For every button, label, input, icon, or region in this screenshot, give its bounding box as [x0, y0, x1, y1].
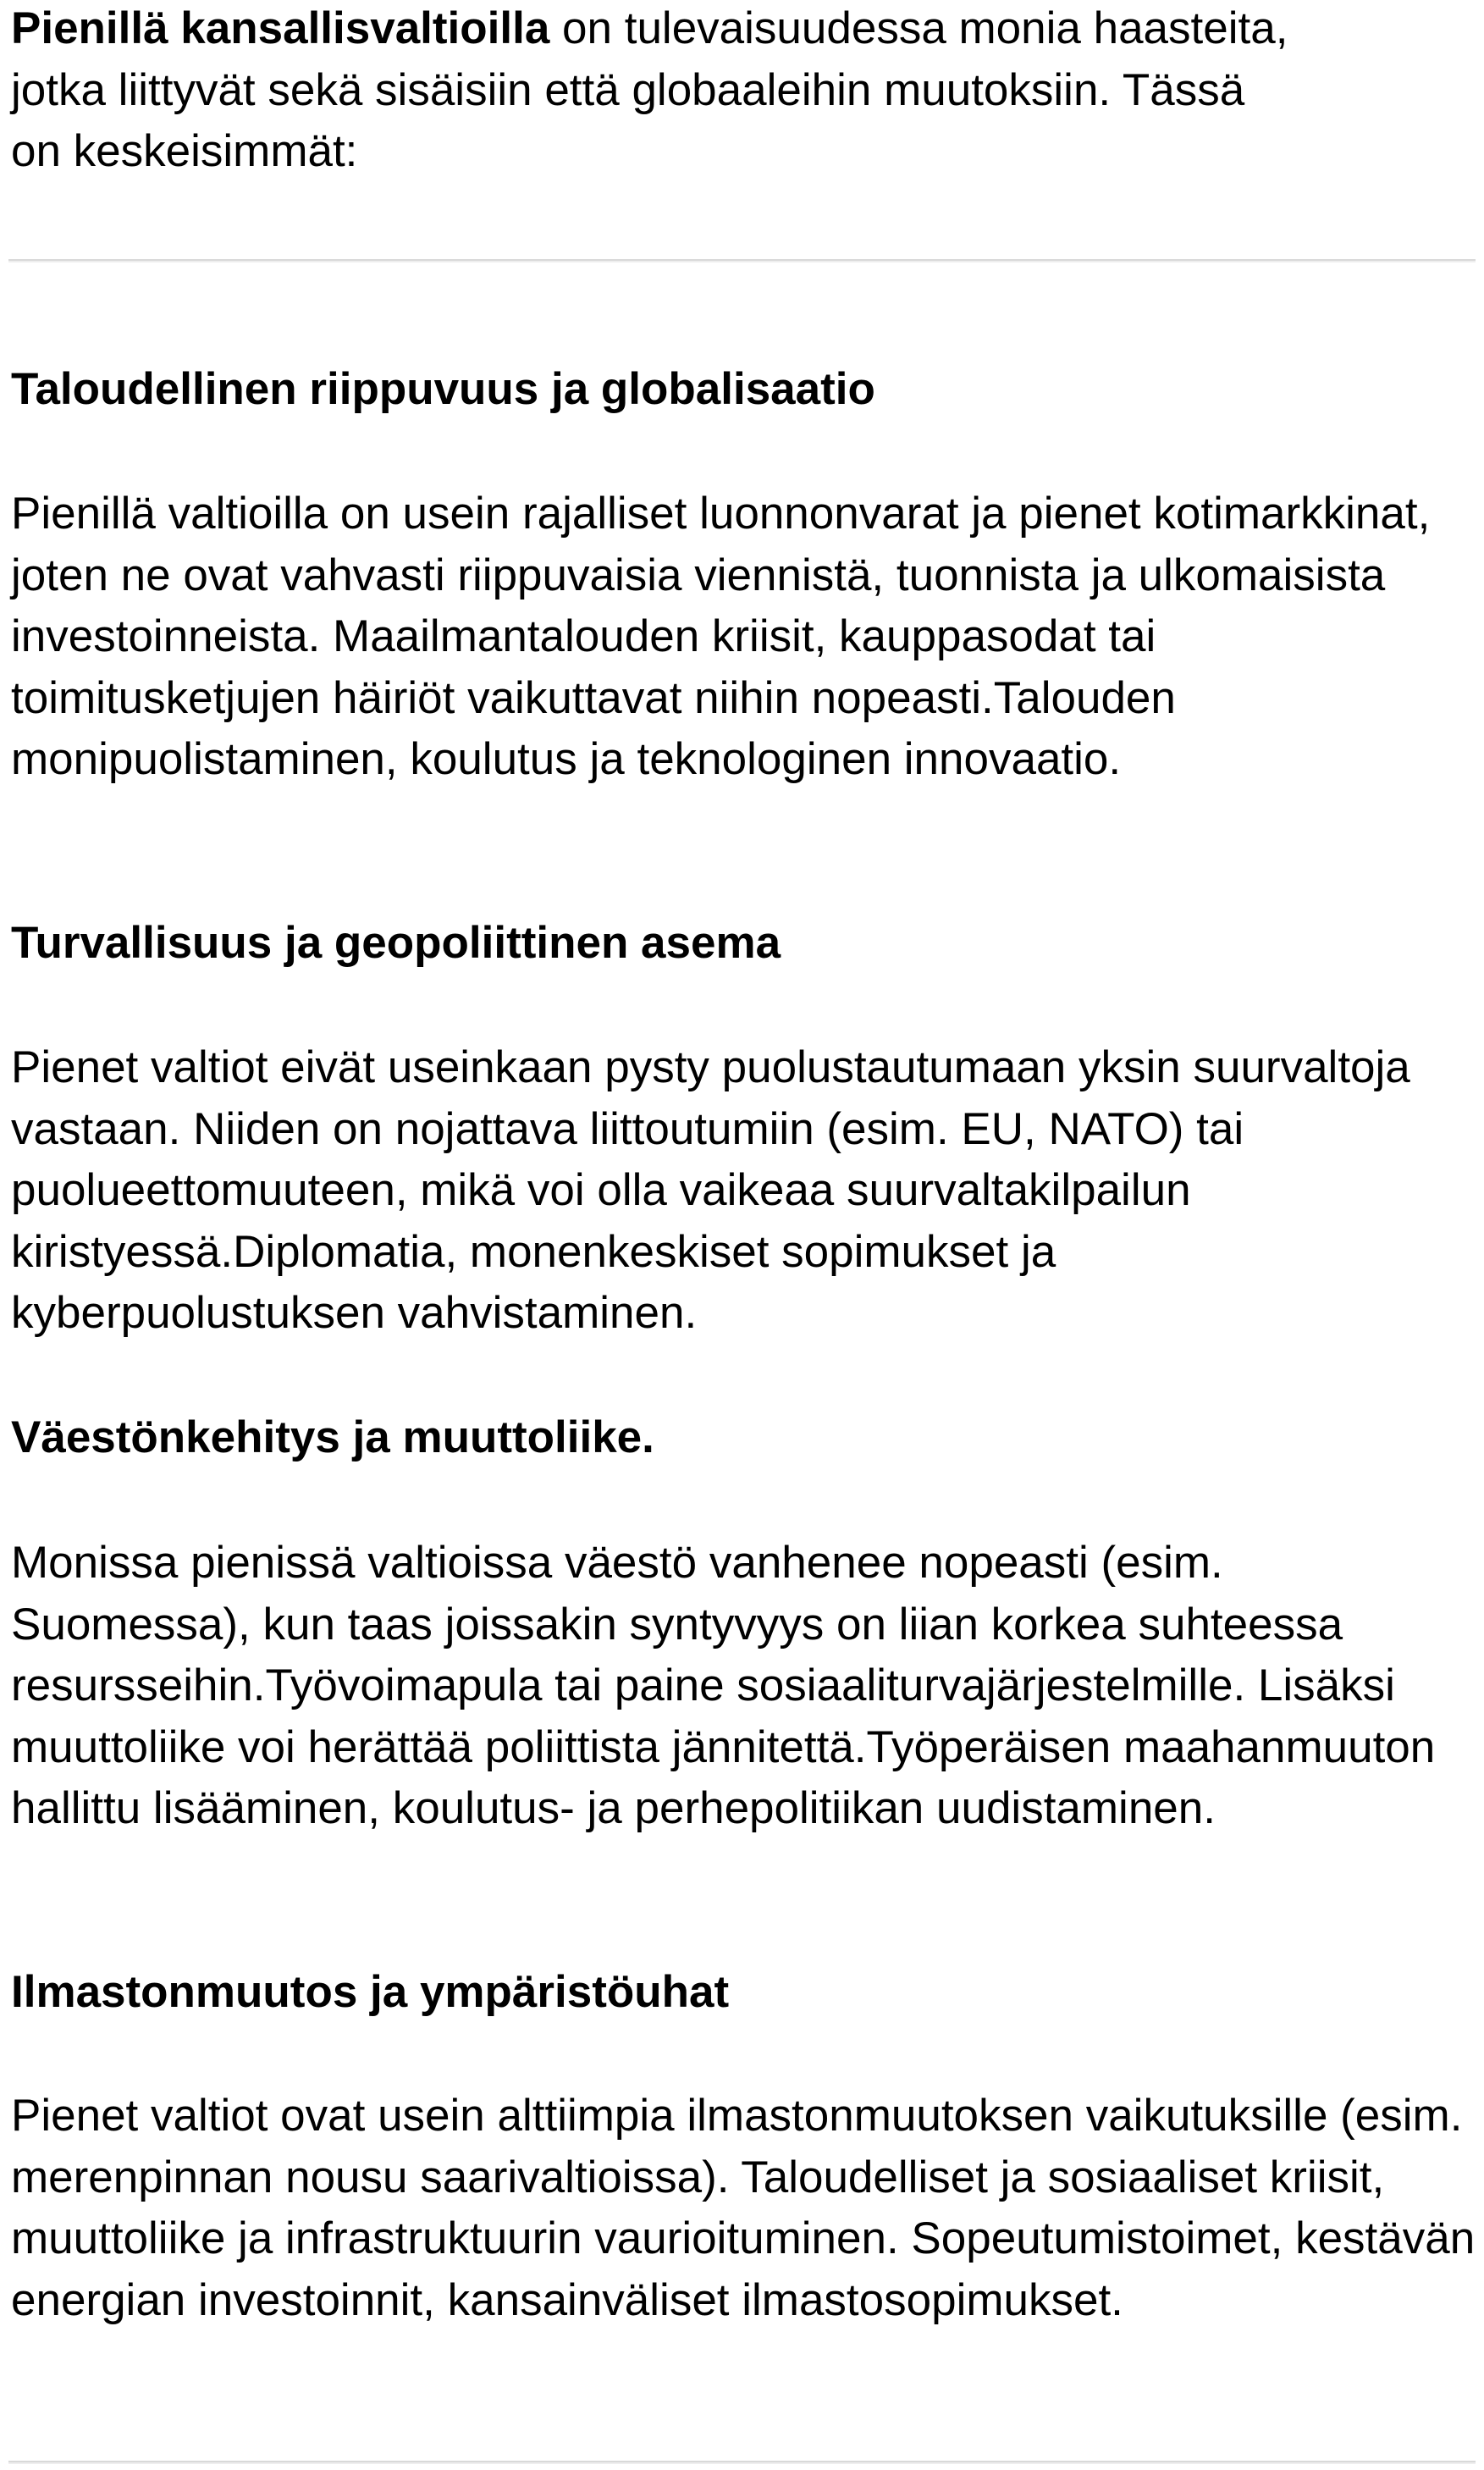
intro-bold-lead: Pienillä kansallisvaltioilla	[11, 3, 550, 53]
section-heading-climate: Ilmastonmuutos ja ympäristöuhat	[11, 1967, 730, 2017]
section-body-population: Monissa pienissä valtioissa väestö vanhenee nopeasti (esim. Suomessa), kun taas joissakin syntyvyys on liian korkea suhteessa resursseihin.Työvoimapula tai paine sosiaaliturvajärjestelmille. Lisäksi muuttoliike voi herättää poliittista jännitettä.Työperäisen maahanmuuton hallittu lisääminen, koulutus- ja perhepolitiikan uudistaminen.	[11, 1538, 1436, 1833]
section-body-economy: Pienillä valtioilla on usein rajalliset luonnonvarat ja pienet kotimarkkinat, joten ne ovat vahvasti riippuvaisia viennistä, tuonnista ja ulkomaisista investoinneista. Maailmantalouden kriisit, kauppasodat tai toimitusketjujen häiriöt vaikuttavat niihin nopeasti.Talouden monipuolistaminen, koulutus ja teknologinen innovaatio.	[11, 489, 1431, 784]
section-body-climate: Pienet valtiot ovat usein alttiimpia ilmastonmuutoksen vaikutuksille (esim. merenpinnan nousu saarivaltioissa). Taloudelliset ja sosiaaliset kriisit, muuttoliike ja infrastruktuurin vaurioituminen. Sopeutumistoimet, kestävän energian investoinnit, kansainväliset ilmastosopimukset.	[11, 2091, 1476, 2325]
horizontal-divider-bottom	[8, 2461, 1476, 2464]
section-body-security: Pienet valtiot eivät useinkaan pysty puolustautumaan yksin suurvaltoja vastaan. Niiden on nojattava liittoutumiin (esim. EU, NATO) tai puolueettomuuteen, mikä voi olla vaikeaa suurvaltakilpailun kiristyessä.Diplomatia, monenkeskiset sopimukset ja kyberpuolustuksen vahvistaminen.	[11, 1042, 1410, 1338]
section-heading-population: Väestönkehitys ja muuttoliike.	[11, 1412, 654, 1462]
intro-paragraph	[11, 0, 1298, 183]
section-heading-security: Turvallisuus ja geopoliittinen asema	[11, 918, 781, 968]
horizontal-divider-top	[8, 259, 1476, 262]
section-heading-economy: Taloudellinen riippuvuus ja globalisaatio	[11, 364, 875, 414]
intro-text: on tulevaisuudessa monia haasteita, jotka liittyvät sekä sisäisiin että globaaleihin muutoksiin. Tässä on keskeisimmät:	[11, 3, 1288, 176]
